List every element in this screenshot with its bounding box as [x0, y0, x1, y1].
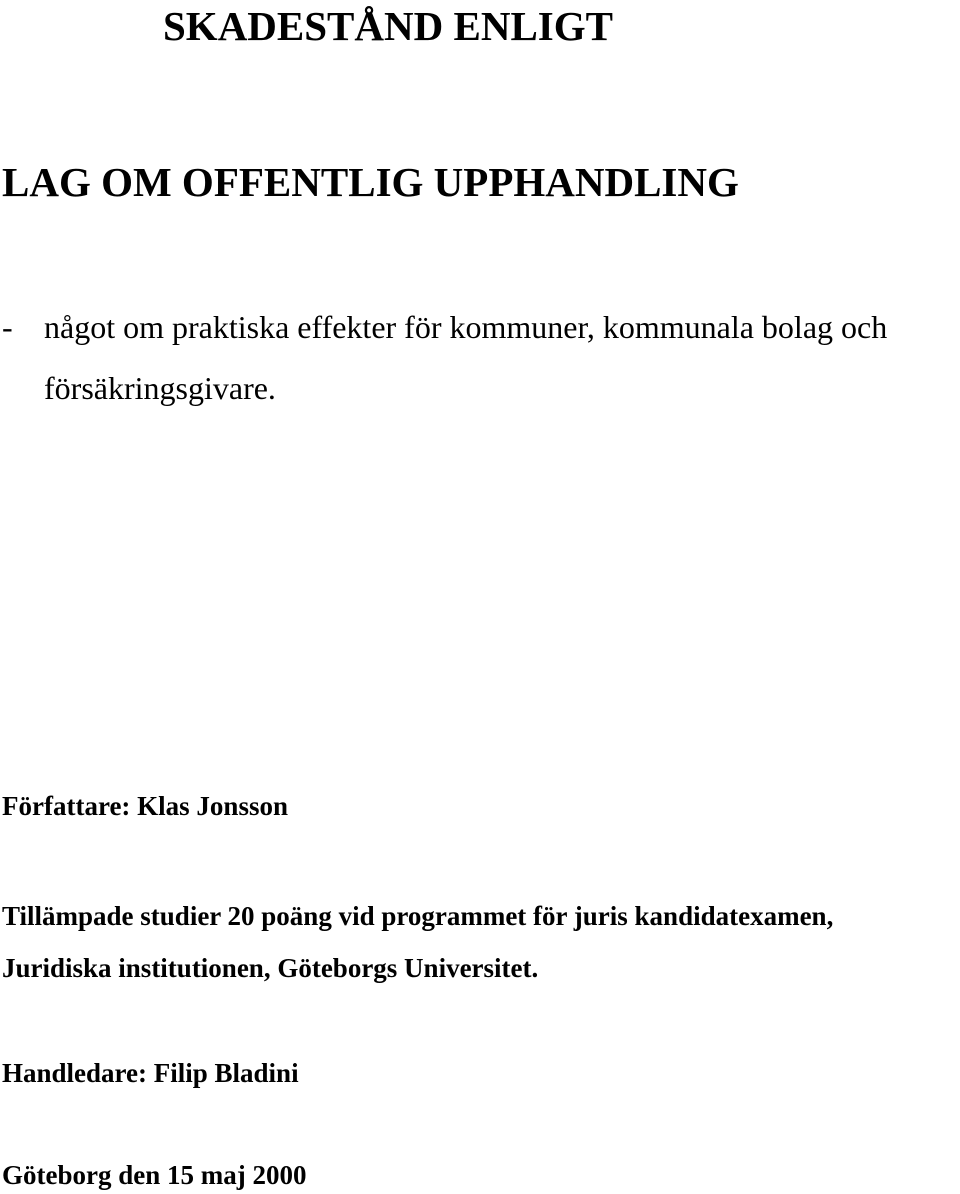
title-line-2: LAG OM OFFENTLIG UPPHANDLING [2, 159, 739, 205]
subtitle-dash: - [2, 309, 13, 345]
place-date-line: Göteborg den 15 maj 2000 [2, 1160, 307, 1190]
author-line: Författare: Klas Jonsson [2, 791, 288, 821]
subtitle-line-1 [0, 311, 960, 347]
subtitle-line-2 [0, 372, 960, 408]
subtitle-text-1: något om praktiska effekter för kommuner, kommunala bolag och [44, 309, 888, 345]
subtitle-text-2: försäkringsgivare. [44, 370, 276, 406]
course-line-1: Tillämpade studier 20 poäng vid programmet för juris kandidatexamen, [2, 901, 834, 931]
supervisor-line: Handledare: Filip Bladini [2, 1058, 299, 1088]
course-line-2: Juridiska institutionen, Göteborgs Universitet. [2, 953, 539, 983]
title-line-1: SKADESTÅND ENLIGT [163, 3, 613, 49]
